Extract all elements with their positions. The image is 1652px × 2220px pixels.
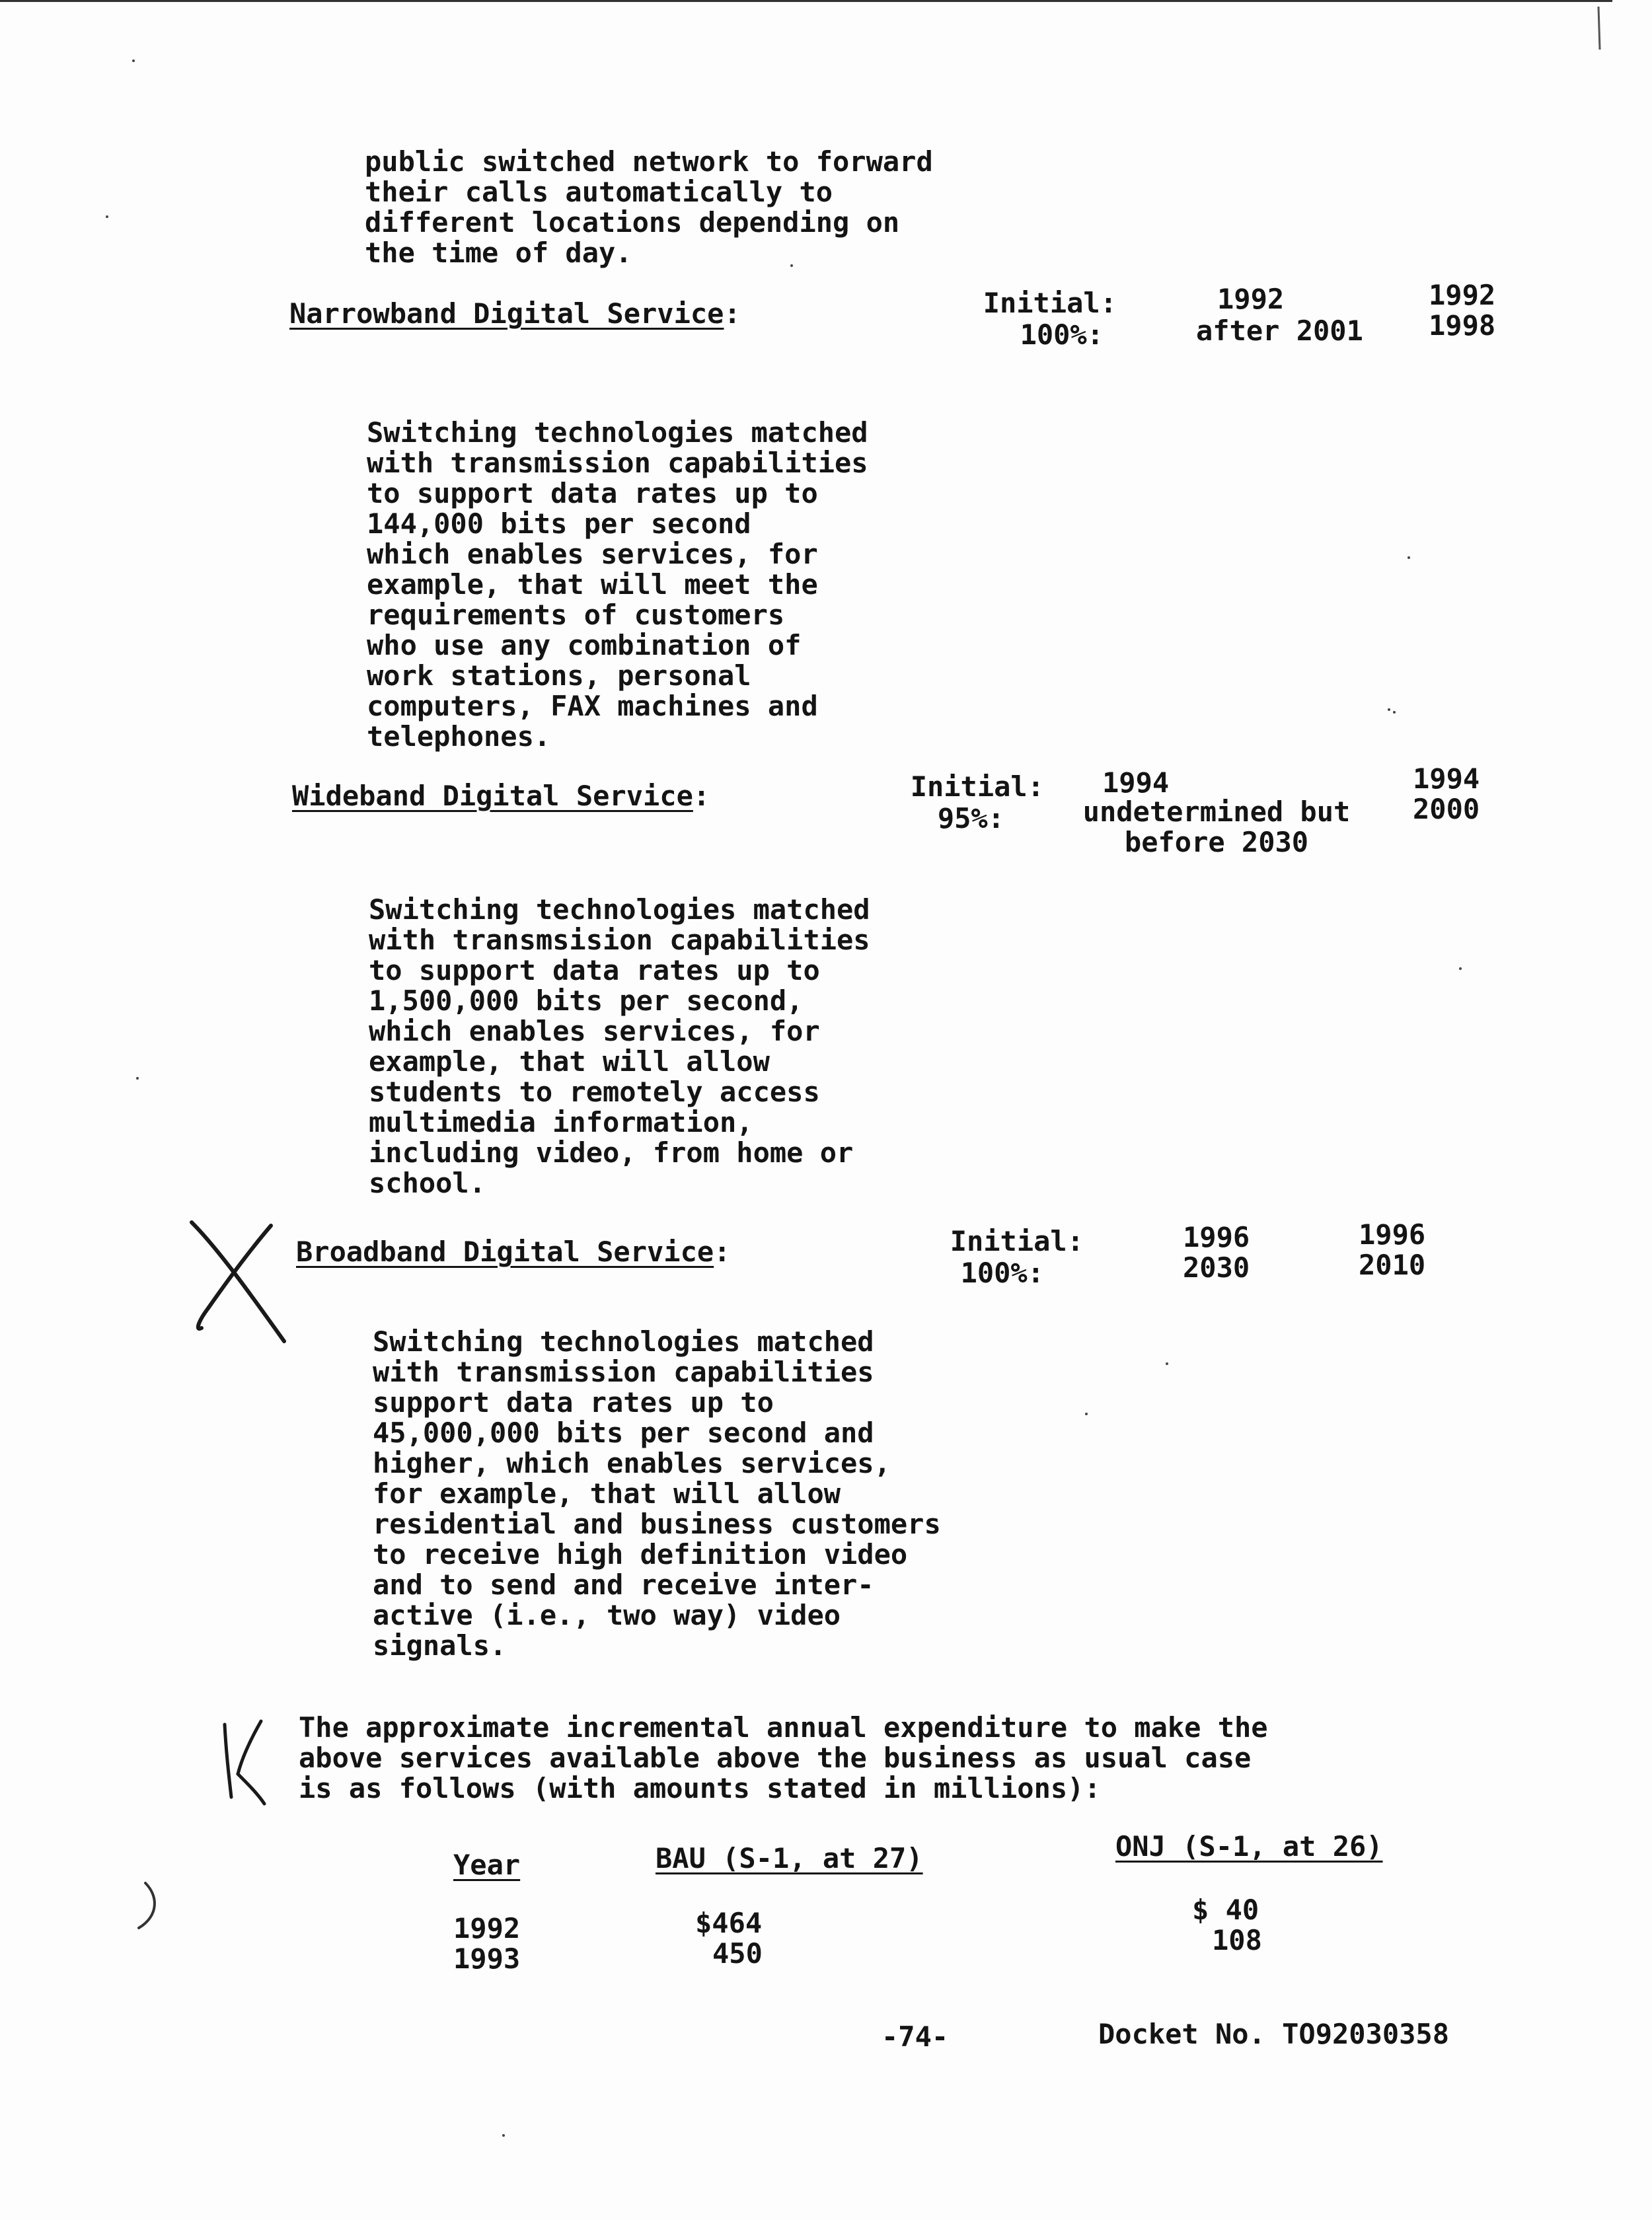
broadband-col2-initial: 1996 (1359, 1218, 1426, 1251)
scan-speck (106, 215, 108, 218)
wideband-heading-colon: : (693, 780, 710, 812)
broadband-heading-colon: : (714, 1236, 731, 1268)
table-cell-year-1992: 1992 (453, 1912, 521, 1944)
broadband-heading-text: Broadband Digital Service (296, 1236, 714, 1268)
scan-speck (502, 2134, 505, 2137)
docket-number: Docket No. TO92030358 (1098, 2018, 1450, 2050)
wideband-label-full: 95%: (937, 802, 1004, 834)
table-cell-bau-1993: 450 (712, 1937, 763, 1970)
wideband-col1-initial: 1994 (1102, 766, 1170, 799)
table-header-year: Year (453, 1849, 521, 1881)
narrowband-col2-full: 1998 (1429, 309, 1496, 342)
narrowband-heading (289, 299, 741, 329)
table-cell-onj-1992: $ 40 (1192, 1894, 1259, 1926)
narrowband-col1-full: after 2001 (1196, 314, 1363, 347)
wideband-col1-full: undetermined but before 2030 (1082, 796, 1351, 858)
scan-speck (132, 59, 135, 62)
table-cell-onj-1993: 108 (1212, 1924, 1262, 1956)
handwritten-check-mark (211, 1711, 284, 1810)
intro-paragraph: public switched network to forward their calls automatically to different locations depending on the time of day. (365, 145, 933, 269)
scan-speck (1166, 1362, 1168, 1365)
narrowband-label-initial: Initial: (983, 287, 1117, 319)
expenditure-paragraph: The approximate incremental annual expenditure to make the above services available above the business as usual case is as follows (with amounts stated in millions): (299, 1711, 1268, 1804)
wideband-heading (292, 781, 710, 811)
scan-speck (1408, 556, 1410, 559)
scan-speck (1393, 711, 1396, 714)
handwritten-x-mark (178, 1209, 297, 1354)
hole-punch-mark (119, 1876, 172, 1936)
wideband-col2-full: 2000 (1413, 793, 1480, 825)
table-header-bau: BAU (S-1, at 27) (656, 1842, 923, 1874)
narrowband-description: Switching technologies matched with transmission capabilities to support data rates up to 144,000 bits per second which enables services, for example, that will meet the requirements of customers who use any combination of work stations, personal computers, FAX machines and telephones. (367, 416, 868, 753)
table-header-onj: ONJ (S-1, at 26) (1115, 1830, 1383, 1863)
broadband-heading (296, 1237, 730, 1267)
narrowband-label-full: 100%: (1020, 318, 1104, 351)
scan-speck (136, 1077, 139, 1080)
scan-speck (790, 264, 793, 267)
wideband-description: Switching technologies matched with transmsision capabilities to support data rates up to 1,500,000 bits per second, which enables services, for example, that will allow students to remotely access multimedia information, including video, from home or school. (369, 893, 870, 1199)
broadband-col2-full: 2010 (1359, 1249, 1426, 1281)
broadband-col1-initial: 1996 (1183, 1221, 1250, 1253)
margin-scratch-mark (1589, 3, 1609, 56)
broadband-description: Switching technologies matched with transmission capabilities support data rates up to 45,000,000 bits per second and higher, which enables services, for example, that will allow residential and business customers to receive high definition video and to send and receive inter- active (i.e., two way) video signals. (373, 1325, 941, 1662)
broadband-label-initial: Initial: (950, 1225, 1084, 1257)
table-cell-bau-1992: $464 (695, 1907, 763, 1939)
scan-top-edge (0, 0, 1612, 2)
narrowband-heading-colon: : (724, 297, 741, 330)
narrowband-col1-initial: 1992 (1217, 283, 1285, 315)
wideband-label-initial: Initial: (910, 770, 1044, 803)
page-number: -74- (882, 2020, 949, 2053)
broadband-col1-full: 2030 (1183, 1251, 1250, 1284)
wideband-heading-text: Wideband Digital Service (292, 780, 693, 812)
scan-speck (1459, 967, 1462, 970)
broadband-label-full: 100%: (960, 1257, 1044, 1289)
scan-speck (1388, 708, 1390, 711)
narrowband-col2-initial: 1992 (1429, 279, 1496, 311)
wideband-col2-initial: 1994 (1413, 762, 1480, 795)
table-cell-year-1993: 1993 (453, 1942, 521, 1975)
narrowband-heading-text: Narrowband Digital Service (289, 297, 724, 330)
scan-speck (1085, 1413, 1088, 1415)
